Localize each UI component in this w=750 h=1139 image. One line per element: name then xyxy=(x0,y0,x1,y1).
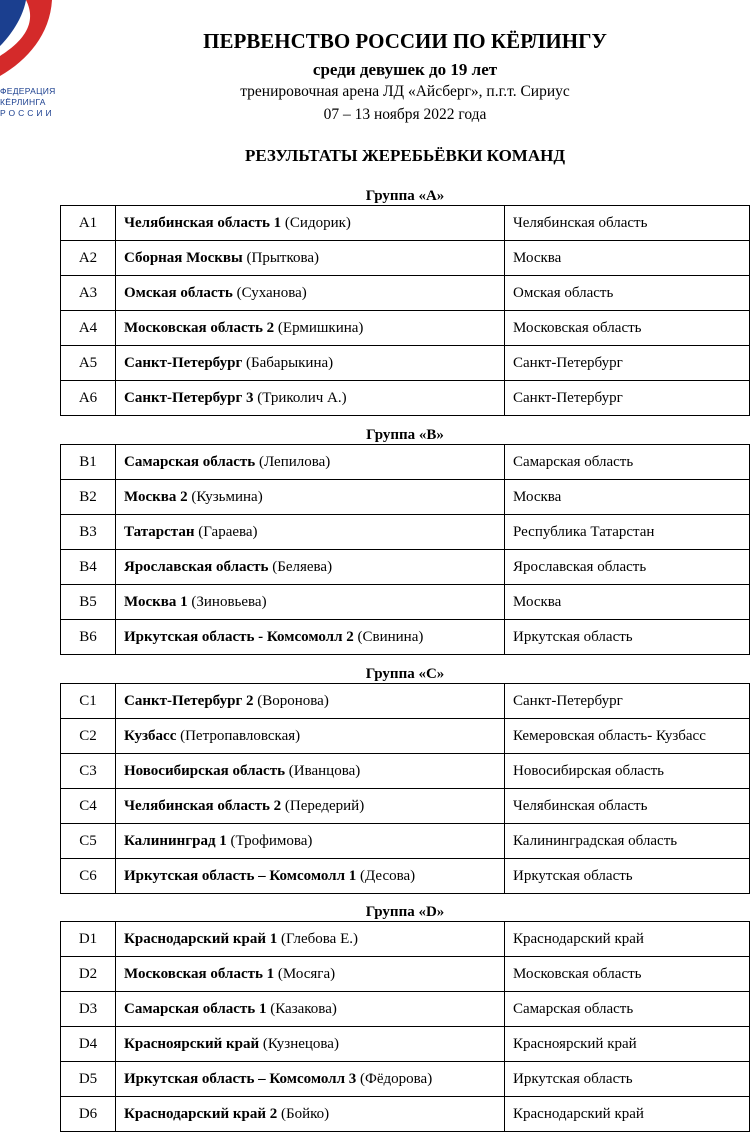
team-skip: (Воронова) xyxy=(253,692,329,709)
team-cell xyxy=(116,480,505,515)
table-row xyxy=(61,620,750,655)
team-name: Санкт-Петербург xyxy=(124,354,243,371)
table-row xyxy=(61,206,750,241)
table-row xyxy=(61,276,750,311)
region-cell: Москва xyxy=(505,585,750,620)
region-cell: Москва xyxy=(505,480,750,515)
table-row xyxy=(61,480,750,515)
table-row xyxy=(61,922,750,957)
team-skip: (Передерий) xyxy=(281,797,365,814)
team-code: A3 xyxy=(61,276,116,311)
table-row xyxy=(61,859,750,894)
team-cell xyxy=(116,684,505,719)
team-name: Кузбасс xyxy=(124,727,177,744)
region-cell: Иркутская область xyxy=(505,620,750,655)
team-name: Краснодарский край 2 xyxy=(124,1105,278,1122)
group-c-table xyxy=(60,683,750,894)
team-skip: (Зиновьева) xyxy=(187,593,267,610)
table-row xyxy=(61,754,750,789)
team-cell xyxy=(116,1062,505,1097)
region-cell: Санкт-Петербург xyxy=(505,684,750,719)
region-cell: Новосибирская область xyxy=(505,754,750,789)
team-cell xyxy=(116,276,505,311)
team-cell xyxy=(116,206,505,241)
region-cell: Омская область xyxy=(505,276,750,311)
team-name: Красноярский край xyxy=(124,1035,260,1052)
team-skip: (Кузьмина) xyxy=(187,488,263,505)
team-code: A5 xyxy=(61,346,116,381)
team-skip: (Ермишкина) xyxy=(274,319,364,336)
team-name: Москва 2 xyxy=(124,488,188,505)
table-row xyxy=(61,957,750,992)
results-title: РЕЗУЛЬТАТЫ ЖЕРЕБЬЁВКИ КОМАНД xyxy=(244,146,566,165)
region-cell: Самарская область xyxy=(505,992,750,1027)
team-code: B4 xyxy=(61,550,116,585)
team-skip: (Петропавловская) xyxy=(176,727,301,744)
group-b-table xyxy=(60,444,750,655)
table-row xyxy=(61,311,750,346)
region-cell: Санкт-Петербург xyxy=(505,381,750,416)
team-cell xyxy=(116,719,505,754)
team-code: D6 xyxy=(61,1097,116,1132)
team-cell xyxy=(116,346,505,381)
team-cell xyxy=(116,754,505,789)
team-skip: (Мосяга) xyxy=(274,965,336,982)
team-cell xyxy=(116,859,505,894)
team-code: B5 xyxy=(61,585,116,620)
region-cell: Московская область xyxy=(505,311,750,346)
team-name: Иркутская область – Комсомолл 1 xyxy=(124,867,357,884)
team-cell xyxy=(116,992,505,1027)
region-cell: Московская область xyxy=(505,957,750,992)
team-skip: (Гараева) xyxy=(194,523,258,540)
team-code: B1 xyxy=(61,445,116,480)
team-cell xyxy=(116,922,505,957)
logo-line-1: ФЕДЕРАЦИЯ xyxy=(0,86,56,96)
team-code: C4 xyxy=(61,789,116,824)
team-skip: (Триколич А.) xyxy=(253,389,347,406)
team-code: A2 xyxy=(61,241,116,276)
team-name: Самарская область 1 xyxy=(124,1000,267,1017)
table-row xyxy=(61,550,750,585)
team-name: Иркутская область – Комсомолл 3 xyxy=(124,1070,357,1087)
region-cell: Республика Татарстан xyxy=(505,515,750,550)
team-code: D3 xyxy=(61,992,116,1027)
team-code: A6 xyxy=(61,381,116,416)
group-b-title: Группа «В» xyxy=(366,427,444,443)
venue: тренировочная арена ЛД «Айсберг», п.г.т. Сириус xyxy=(240,83,570,100)
table-row xyxy=(61,1062,750,1097)
region-cell: Самарская область xyxy=(505,445,750,480)
table-row xyxy=(61,241,750,276)
team-skip: (Кузнецова) xyxy=(259,1035,339,1052)
team-cell xyxy=(116,620,505,655)
team-skip: (Беляева) xyxy=(268,558,333,575)
dates: 07 – 13 ноября 2022 года xyxy=(323,106,487,123)
team-name: Московская область 1 xyxy=(124,965,275,982)
team-skip: (Бойко) xyxy=(277,1105,330,1122)
region-cell: Калининградская область xyxy=(505,824,750,859)
logo-text xyxy=(0,86,68,119)
team-name: Новосибирская область xyxy=(124,762,286,779)
region-cell: Краснодарский край xyxy=(505,1097,750,1132)
team-skip: (Бабарыкина) xyxy=(242,354,334,371)
team-skip: (Сидорик) xyxy=(281,214,351,231)
team-cell xyxy=(116,550,505,585)
curling-federation-emblem-icon xyxy=(0,0,62,84)
logo-line-3: РОССИИ xyxy=(0,108,55,118)
team-name: Сборная Москвы xyxy=(124,249,243,266)
region-cell: Красноярский край xyxy=(505,1027,750,1062)
team-name: Краснодарский край 1 xyxy=(124,930,278,947)
table-row xyxy=(61,824,750,859)
team-cell xyxy=(116,381,505,416)
team-skip: (Свинина) xyxy=(353,628,424,645)
region-cell: Челябинская область xyxy=(505,206,750,241)
group-a-table xyxy=(60,205,750,416)
team-cell xyxy=(116,957,505,992)
team-name: Иркутская область - Комсомолл 2 xyxy=(124,628,354,645)
table-row xyxy=(61,1027,750,1062)
team-cell xyxy=(116,824,505,859)
group-d-title: Группа «D» xyxy=(365,904,445,920)
table-row xyxy=(61,515,750,550)
team-skip: (Лепилова) xyxy=(255,453,331,470)
team-name: Челябинская область 1 xyxy=(124,214,282,231)
team-code: D2 xyxy=(61,957,116,992)
team-code: D1 xyxy=(61,922,116,957)
logo-line-2: КЁРЛИНГА xyxy=(0,97,46,107)
table-row xyxy=(61,789,750,824)
team-name: Санкт-Петербург 3 xyxy=(124,389,254,406)
team-name: Санкт-Петербург 2 xyxy=(124,692,254,709)
team-code: D4 xyxy=(61,1027,116,1062)
region-cell: Ярославская область xyxy=(505,550,750,585)
team-skip: (Фёдорова) xyxy=(356,1070,433,1087)
region-cell: Краснодарский край xyxy=(505,922,750,957)
team-code: A1 xyxy=(61,206,116,241)
table-row xyxy=(61,719,750,754)
page-title: ПЕРВЕНСТВО РОССИИ ПО КЁРЛИНГУ xyxy=(203,29,607,53)
team-cell xyxy=(116,241,505,276)
region-cell: Иркутская область xyxy=(505,859,750,894)
team-code: C5 xyxy=(61,824,116,859)
table-row xyxy=(61,992,750,1027)
table-row xyxy=(61,445,750,480)
team-cell xyxy=(116,789,505,824)
team-code: B6 xyxy=(61,620,116,655)
page-subtitle: среди девушек до 19 лет xyxy=(312,60,498,79)
region-cell: Иркутская область xyxy=(505,1062,750,1097)
team-cell xyxy=(116,1097,505,1132)
region-cell: Санкт-Петербург xyxy=(505,346,750,381)
region-cell: Москва xyxy=(505,241,750,276)
team-skip: (Глебова Е.) xyxy=(277,930,358,947)
team-cell xyxy=(116,585,505,620)
region-cell: Челябинская область xyxy=(505,789,750,824)
team-name: Московская область 2 xyxy=(124,319,275,336)
table-row xyxy=(61,585,750,620)
team-code: D5 xyxy=(61,1062,116,1097)
team-skip: (Иванцова) xyxy=(285,762,361,779)
table-row xyxy=(61,346,750,381)
team-skip: (Суханова) xyxy=(232,284,307,301)
team-name: Москва 1 xyxy=(124,593,188,610)
team-code: B3 xyxy=(61,515,116,550)
team-code: C1 xyxy=(61,684,116,719)
team-name: Ярославская область xyxy=(124,558,269,575)
group-c-title: Группа «С» xyxy=(365,666,445,682)
team-code: B2 xyxy=(61,480,116,515)
team-name: Татарстан xyxy=(124,523,195,540)
team-code: A4 xyxy=(61,311,116,346)
team-code: C3 xyxy=(61,754,116,789)
region-cell: Кемеровская область- Кузбасс xyxy=(505,719,750,754)
team-cell xyxy=(116,515,505,550)
team-skip: (Десова) xyxy=(356,867,416,884)
team-skip: (Трофимова) xyxy=(226,832,313,849)
table-row xyxy=(61,684,750,719)
team-name: Калининград 1 xyxy=(124,832,227,849)
table-row xyxy=(61,1097,750,1132)
group-a-title: Группа «А» xyxy=(365,188,445,204)
team-name: Омская область xyxy=(124,284,233,301)
team-skip: (Прыткова) xyxy=(242,249,320,266)
team-cell xyxy=(116,311,505,346)
team-name: Челябинская область 2 xyxy=(124,797,282,814)
table-row xyxy=(61,381,750,416)
team-code: C6 xyxy=(61,859,116,894)
group-d-table xyxy=(60,921,750,1132)
team-cell xyxy=(116,445,505,480)
team-cell xyxy=(116,1027,505,1062)
team-name: Самарская область xyxy=(124,453,256,470)
team-code: C2 xyxy=(61,719,116,754)
team-skip: (Казакова) xyxy=(266,1000,337,1017)
